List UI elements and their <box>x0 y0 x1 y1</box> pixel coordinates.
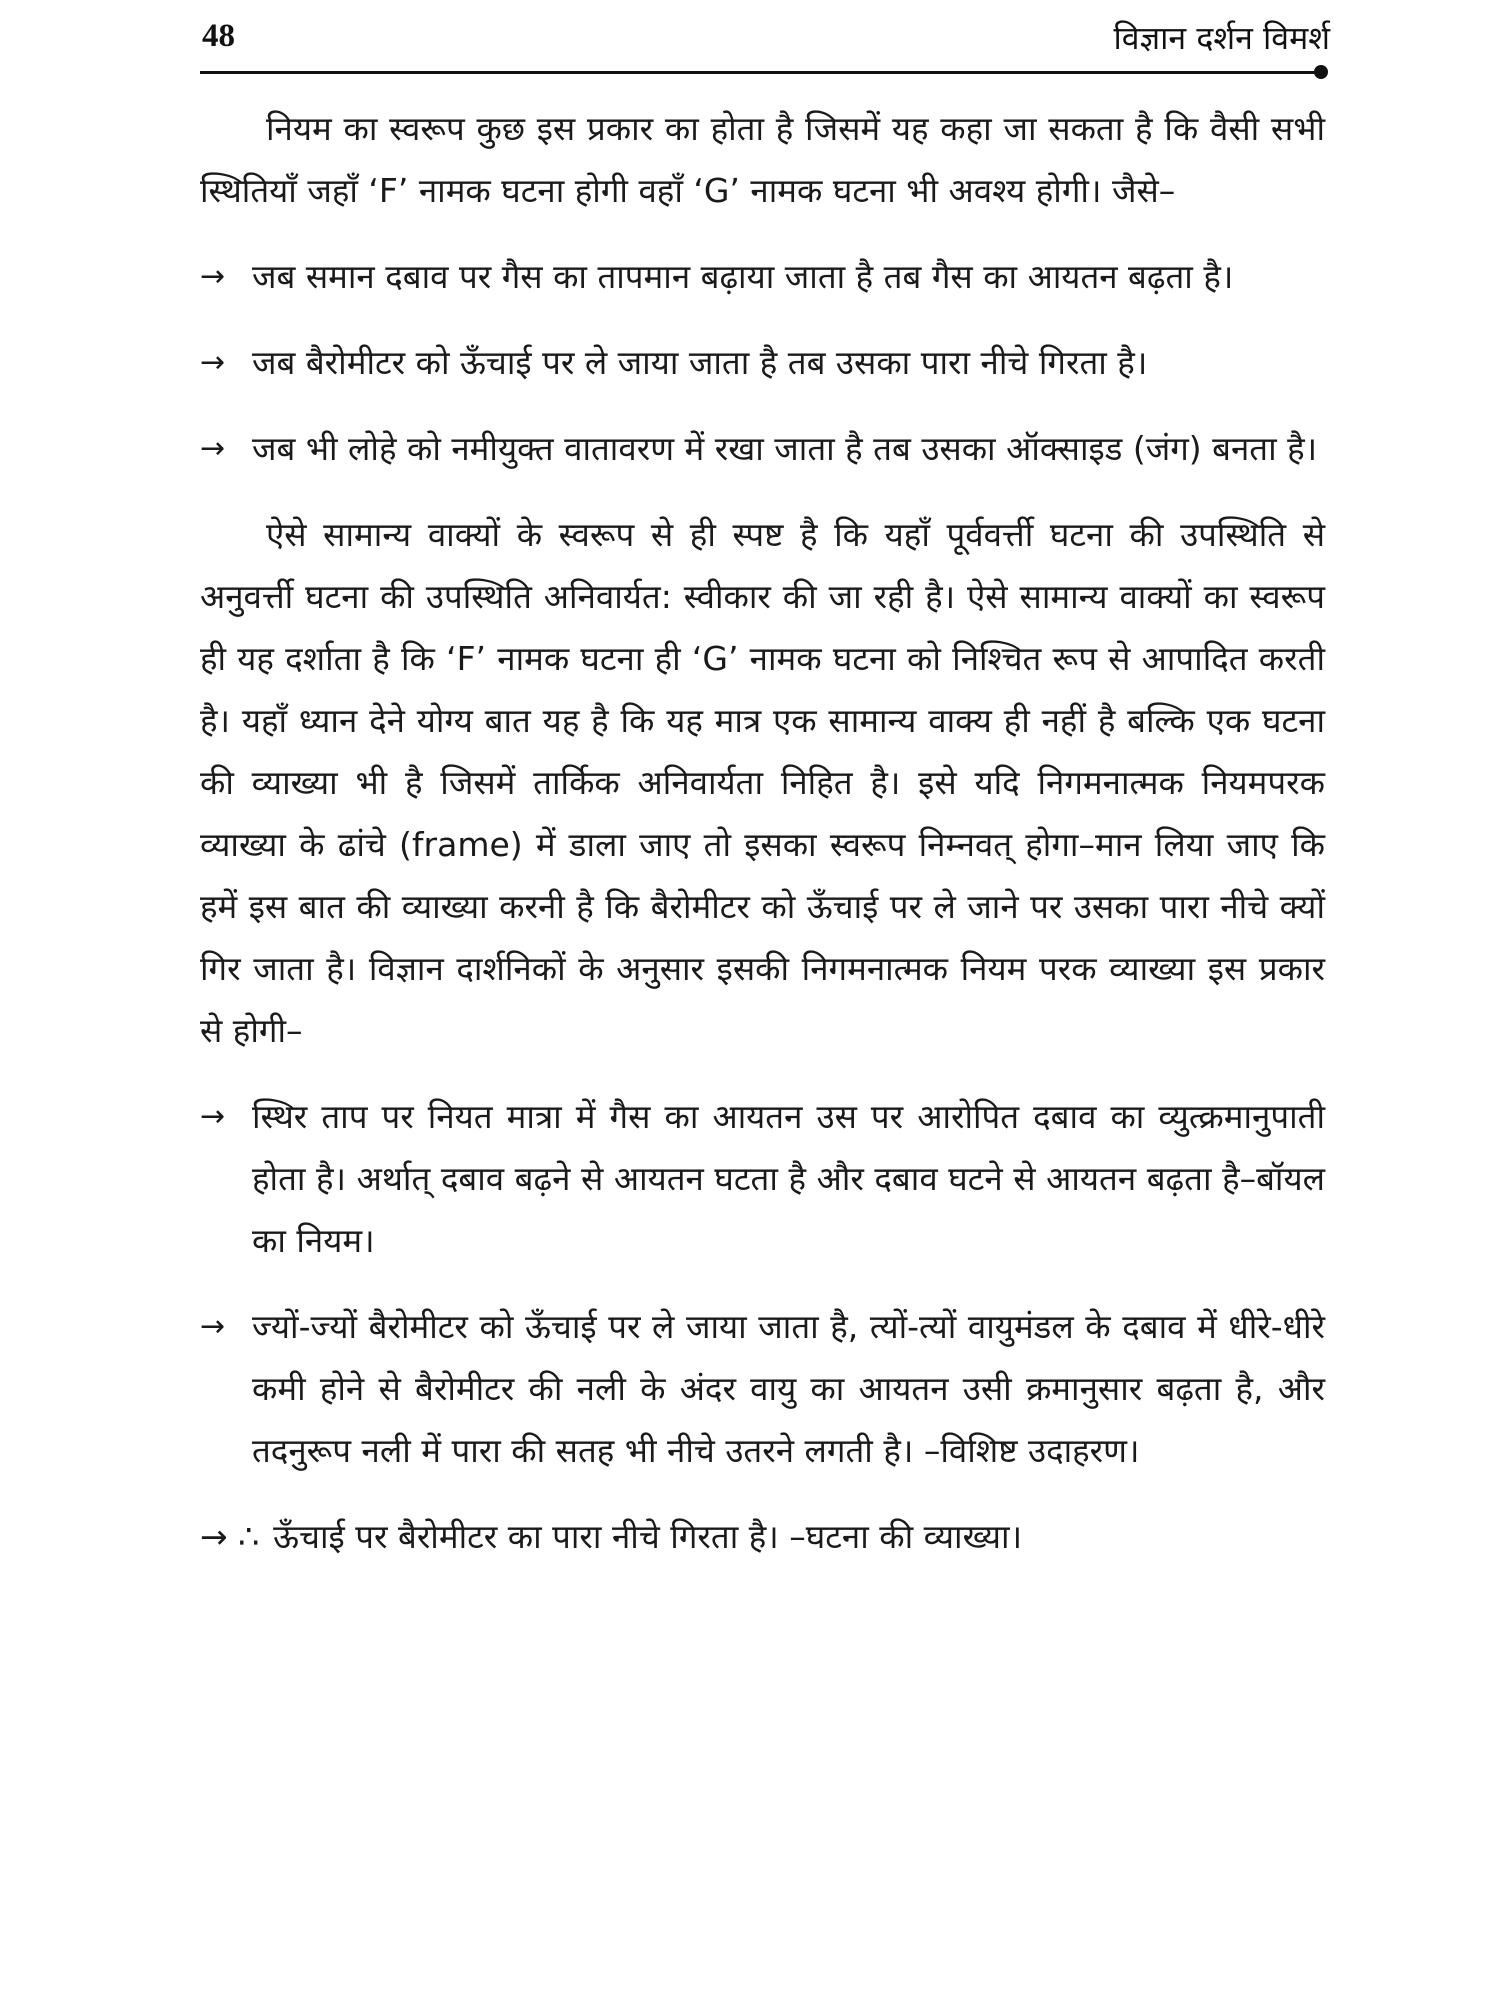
example-text: जब समान दबाव पर गैस का तापमान बढ़ाया जाता है तब गैस का आयतन बढ़ता है। <box>252 257 1234 296</box>
page-number: 48 <box>202 18 235 54</box>
header-rule-dot <box>1314 65 1328 79</box>
example-text: जब भी लोहे को नमीयुक्त वातावरण में रखा जाता है तब उसका ऑक्साइड (जंग) बनता है। <box>252 429 1318 468</box>
explanation-item <box>200 1086 1325 1272</box>
example-item <box>200 332 1325 394</box>
example-item <box>200 246 1325 308</box>
header-rule <box>200 71 1320 74</box>
paragraph-explanation: ऐसे सामान्य वाक्यों के स्वरूप से ही स्पष्ट है कि यहाँ पूर्ववर्त्ती घटना की उपस्थिति से अनुवर्त्ती घटना की उपस्थिति अनिवार्यत: स्वीकार की जा रही है। ऐसे सामान्य वाक्यों का स्वरूप ही यह दर्शाता है कि ‘F’ नामक घटना ही ‘G’ नामक घटना को निश्चित रूप से आपादित करती है। यहाँ ध्यान देने योग्य बात यह है कि यह मात्र एक सामान्य वाक्य ही नहीं है बल्कि एक घटना की व्याख्या भी है जिसमें तार्किक अनिवार्यता निहित है। इसे यदि निगमनात्मक नियमपरक व्याख्या के ढांचे (frame) में डाला जाए तो इसका स्वरूप निम्नवत् होगा–मान लिया जाए कि हमें इस बात की व्याख्या करनी है कि बैरोमीटर को ऊँचाई पर ले जाने पर उसका पारा नीचे क्यों गिर जाता है। विज्ञान दार्शनिकों के अनुसार इसकी निगमनात्मक नियम परक व्याख्या इस प्रकार से होगी– <box>200 515 1325 1050</box>
example-text: जब बैरोमीटर को ऊँचाई पर ले जाया जाता है तब उसका पारा नीचे गिरता है। <box>252 343 1148 382</box>
explanation-text: ज्यों-ज्यों बैरोमीटर को ऊँचाई पर ले जाया जाता है, त्यों-त्यों वायुमंडल के दबाव में धीरे-धीरे कमी होने से बैरोमीटर की नली के अंदर वायु का आयतन उसी क्रमानुसार बढ़ता है, और तदनुरूप नली में पारा की सतह भी नीचे उतरने लगती है। –विशिष्ट उदाहरण। <box>252 1307 1325 1470</box>
arrow-icon: → <box>200 1099 226 1134</box>
explanation-item <box>200 1296 1325 1482</box>
explanation-text: स्थिर ताप पर नियत मात्रा में गैस का आयतन उस पर आरोपित दबाव का व्युत्क्रमानुपाती होता है। अर्थात् दबाव बढ़ने से आयतन घटता है और दबाव घटने से आयतन बढ़ता है–बॉयल का नियम। <box>252 1097 1325 1260</box>
page-header <box>200 14 1330 70</box>
arrow-icon: → <box>200 259 226 294</box>
arrow-icon: → <box>200 1309 226 1344</box>
conclusion-item <box>200 1506 1325 1568</box>
running-title: विज्ञान दर्शन विमर्श <box>1113 19 1330 57</box>
example-item <box>200 418 1325 480</box>
paragraph-law-form: नियम का स्वरूप कुछ इस प्रकार का होता है जिसमें यह कहा जा सकता है कि वैसी सभी स्थितियाँ जहाँ ‘F’ नामक घटना होगी वहाँ ‘G’ नामक घटना भी अवश्य होगी। जैसे– <box>200 109 1325 210</box>
therefore-arrow-icon: → ∴ <box>200 1517 260 1556</box>
conclusion-text: ऊँचाई पर बैरोमीटर का पारा नीचे गिरता है। –घटना की व्याख्या। <box>273 1517 1023 1556</box>
arrow-icon: → <box>200 431 226 466</box>
arrow-icon: → <box>200 345 226 380</box>
body-text <box>200 98 1325 1592</box>
